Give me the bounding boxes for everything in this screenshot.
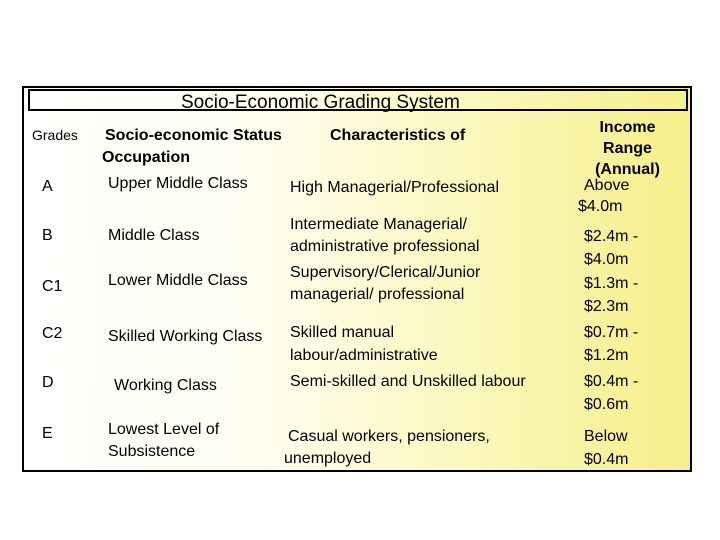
characteristics-c1-line1: Supervisory/Clerical/Junior (290, 264, 481, 281)
status-e-line2: Subsistence (108, 443, 196, 460)
grade-e: E (42, 425, 53, 442)
status-a: Upper Middle Class (108, 175, 248, 192)
income-c1-line2: $2.3m (584, 298, 629, 315)
header-characteristics: Characteristics of (330, 127, 466, 144)
income-a-line2: $4.0m (578, 198, 623, 215)
characteristics-b-line1: Intermediate Managerial/ (290, 216, 467, 233)
grade-b: B (42, 227, 53, 244)
grade-c1: C1 (42, 278, 63, 295)
grade-c2: C2 (42, 325, 63, 342)
income-c2-line2: $1.2m (584, 347, 629, 364)
header-income-line3: (Annual) (595, 161, 660, 178)
grade-a: A (42, 178, 53, 195)
status-c2: Skilled Working Class (108, 328, 263, 345)
header-occupation: Occupation (102, 149, 191, 166)
income-b-line2: $4.0m (584, 251, 629, 268)
characteristics-e-line1: Casual workers, pensioners, (288, 428, 490, 445)
status-d: Working Class (114, 377, 217, 394)
grade-d: D (42, 374, 54, 391)
income-e-line1: Below (584, 428, 628, 445)
status-c1: Lower Middle Class (108, 272, 248, 289)
characteristics-d: Semi-skilled and Unskilled labour (290, 373, 526, 390)
income-c2-line1: $0.7m - (584, 324, 639, 341)
characteristics-c1-line2: managerial/ professional (290, 286, 465, 303)
income-b-line1: $2.4m - (584, 228, 639, 245)
income-e-line2: $0.4m (584, 451, 629, 468)
header-status: Socio-economic Status (105, 127, 282, 144)
page-title: Socio-Economic Grading System (181, 92, 460, 113)
income-d-line1: $0.4m - (584, 373, 639, 390)
characteristics-a: High Managerial/Professional (290, 179, 499, 196)
income-a-line1: Above (584, 177, 630, 194)
income-c1-line1: $1.3m - (584, 275, 639, 292)
header-grades: Grades (32, 127, 78, 143)
status-b: Middle Class (108, 227, 200, 244)
characteristics-c2-line1: Skilled manual (290, 324, 395, 341)
characteristics-e-line2: unemployed (284, 450, 372, 467)
status-e-line1: Lowest Level of (108, 421, 220, 438)
characteristics-b-line2: administrative professional (290, 238, 480, 255)
characteristics-c2-line2: labour/administrative (290, 347, 438, 364)
header-income-line1: Income (599, 119, 656, 136)
header-income-line2: Range (603, 140, 652, 157)
income-d-line2: $0.6m (584, 396, 629, 413)
